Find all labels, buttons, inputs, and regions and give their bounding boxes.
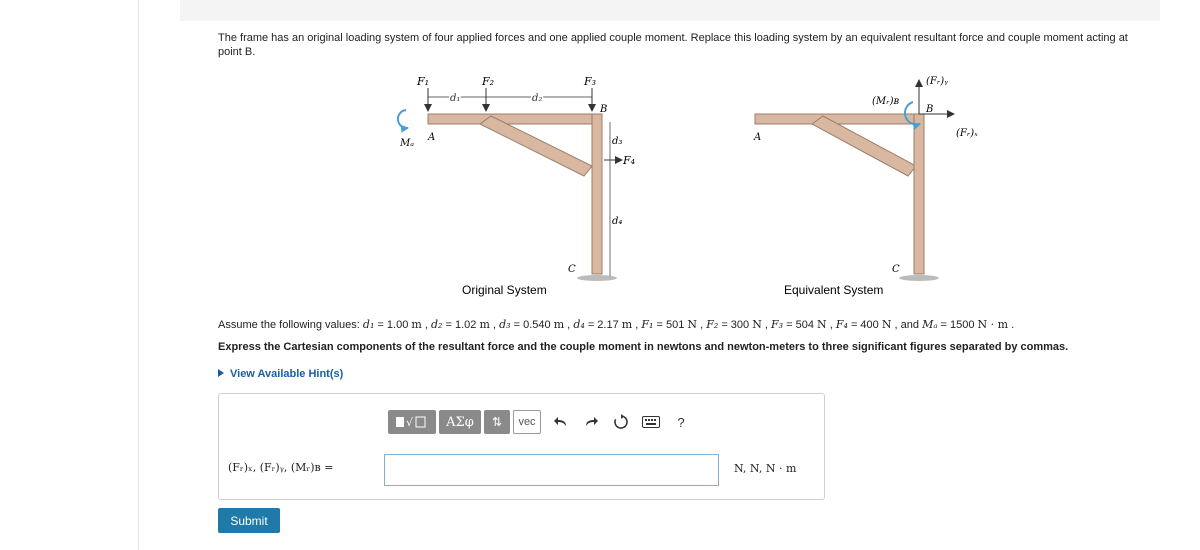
label-C: C [568,264,576,275]
given-item: F₁ = 501 N , [641,318,704,331]
reset-button[interactable] [608,410,634,434]
given-value: = 501 [653,319,688,331]
expand-triangle-icon [218,369,224,377]
top-band [180,0,1160,21]
original-caption: Original System [462,283,547,297]
undo-icon [554,416,568,428]
original-system [398,75,635,297]
label-MA: Mₐ [400,138,414,149]
greek-symbols-button[interactable]: ΑΣφ [439,410,481,434]
given-unit: m [621,318,633,331]
label-d2: d₂ [532,93,543,104]
original-brace [480,116,592,176]
given-value: = 504 [783,319,818,331]
help-button[interactable]: ? [677,414,685,430]
label-d1: d₁ [450,93,461,104]
vector-button[interactable]: vec [513,410,541,434]
templates-button[interactable] [388,410,436,434]
eq-label-FRy: (Fᵣ)ᵧ [926,76,948,87]
given-item: d₃ = 0.540 m , [499,318,571,331]
label-F2: F₂ [482,75,495,88]
given-value: = 1500 [937,319,978,331]
eq-label-C: C [892,264,900,275]
label-A: A [428,132,436,143]
label-d4: d₄ [612,216,623,227]
arrows-button[interactable]: ⇅ [484,410,510,434]
math-toolbar [388,408,694,436]
reset-icon [613,414,629,430]
submit-button[interactable]: Submit [218,508,280,533]
given-item: d₄ = 2.17 m , [573,318,639,331]
answer-input[interactable] [384,454,719,486]
given-symbol: d₂ [431,318,443,331]
given-prefix: Assume the following values: [218,319,360,331]
given-unit: m [553,318,565,331]
equivalent-caption: Equivalent System [784,283,884,297]
given-value: = 1.02 [442,319,480,331]
given-values [218,318,1178,331]
MA-moment-arrow [398,110,408,128]
svg-text:√: √ [406,416,414,429]
label-F4: F₄ [623,154,636,167]
given-symbol: F₄ [835,318,848,331]
given-value: = 300 [718,319,753,331]
instructions: Express the Cartesian components of the resultant force and the couple moment in newtons and newton-meters to three significant figures separated by commas. [218,341,1069,353]
given-unit: N [687,318,698,331]
hint-toggle-label: View Available Hint(s) [230,368,344,380]
eq-label-MR: (Mᵣ)ʙ [872,96,900,107]
redo-button[interactable] [578,410,604,434]
label-B: B [600,104,608,115]
equivalent-column [914,114,924,274]
given-item: d₁ = 1.00 m , [362,318,428,331]
label-F1: F₁ [417,75,430,88]
given-unit: N · m [977,318,1009,331]
given-symbol: F₂ [706,318,719,331]
eq-label-FRx: (Fᵣ)ₓ [956,128,978,139]
label-F3: F₃ [584,75,597,88]
equivalent-system [753,76,978,297]
undo-button[interactable] [548,410,574,434]
equivalent-ground [899,275,939,281]
equivalent-brace [812,116,916,176]
given-item: F₃ = 504 N , [771,318,833,331]
keyboard-button[interactable] [638,410,664,434]
given-symbol: F₁ [641,318,654,331]
given-unit: N [881,318,892,331]
given-item: F₂ = 300 N , [706,318,768,331]
problem-statement: The frame has an original loading system of four applied forces and one applied couple moment. Replace this loading system by an equivalent resultant force and couple moment acting at point B. [218,32,1128,58]
eq-label-B: B [926,104,934,115]
given-unit: N [817,318,827,331]
view-hints-toggle[interactable] [218,368,343,380]
given-symbol: d₁ [362,318,375,331]
given-value: = 400 [847,319,882,331]
templates-icon [395,414,429,430]
answer-label: (Fᵣ)ₓ, (Fᵣ)ᵧ, (Mᵣ)ʙ = [228,461,334,474]
label-d3: d₃ [612,136,623,147]
given-item: Mₐ = 1500 N · m . [922,318,1015,331]
original-top-beam [428,114,598,124]
redo-icon [584,416,598,428]
given-unit: m [411,318,422,331]
left-divider [138,0,139,550]
original-column [592,114,602,274]
given-value: = 1.00 [374,319,412,331]
given-unit: N [752,318,762,331]
keyboard-icon [642,416,660,428]
frame-diagram [360,64,980,304]
answer-units: N, N, N · m [734,462,797,475]
given-item: d₂ = 1.02 m , [431,318,497,331]
given-unit: m [479,318,490,331]
given-symbol: Mₐ [922,318,938,331]
equivalent-top-beam [755,114,922,124]
original-ground [577,275,617,281]
given-value: = 2.17 [584,319,622,331]
given-symbol: F₃ [771,318,784,331]
given-symbol: d₃ [499,318,511,331]
given-symbol: d₄ [573,318,585,331]
problem-figure [360,64,980,304]
given-item: F₄ = 400 N , and [835,318,919,331]
given-list [363,319,1014,331]
eq-label-A: A [754,132,762,143]
given-value: = 0.540 [510,319,554,331]
